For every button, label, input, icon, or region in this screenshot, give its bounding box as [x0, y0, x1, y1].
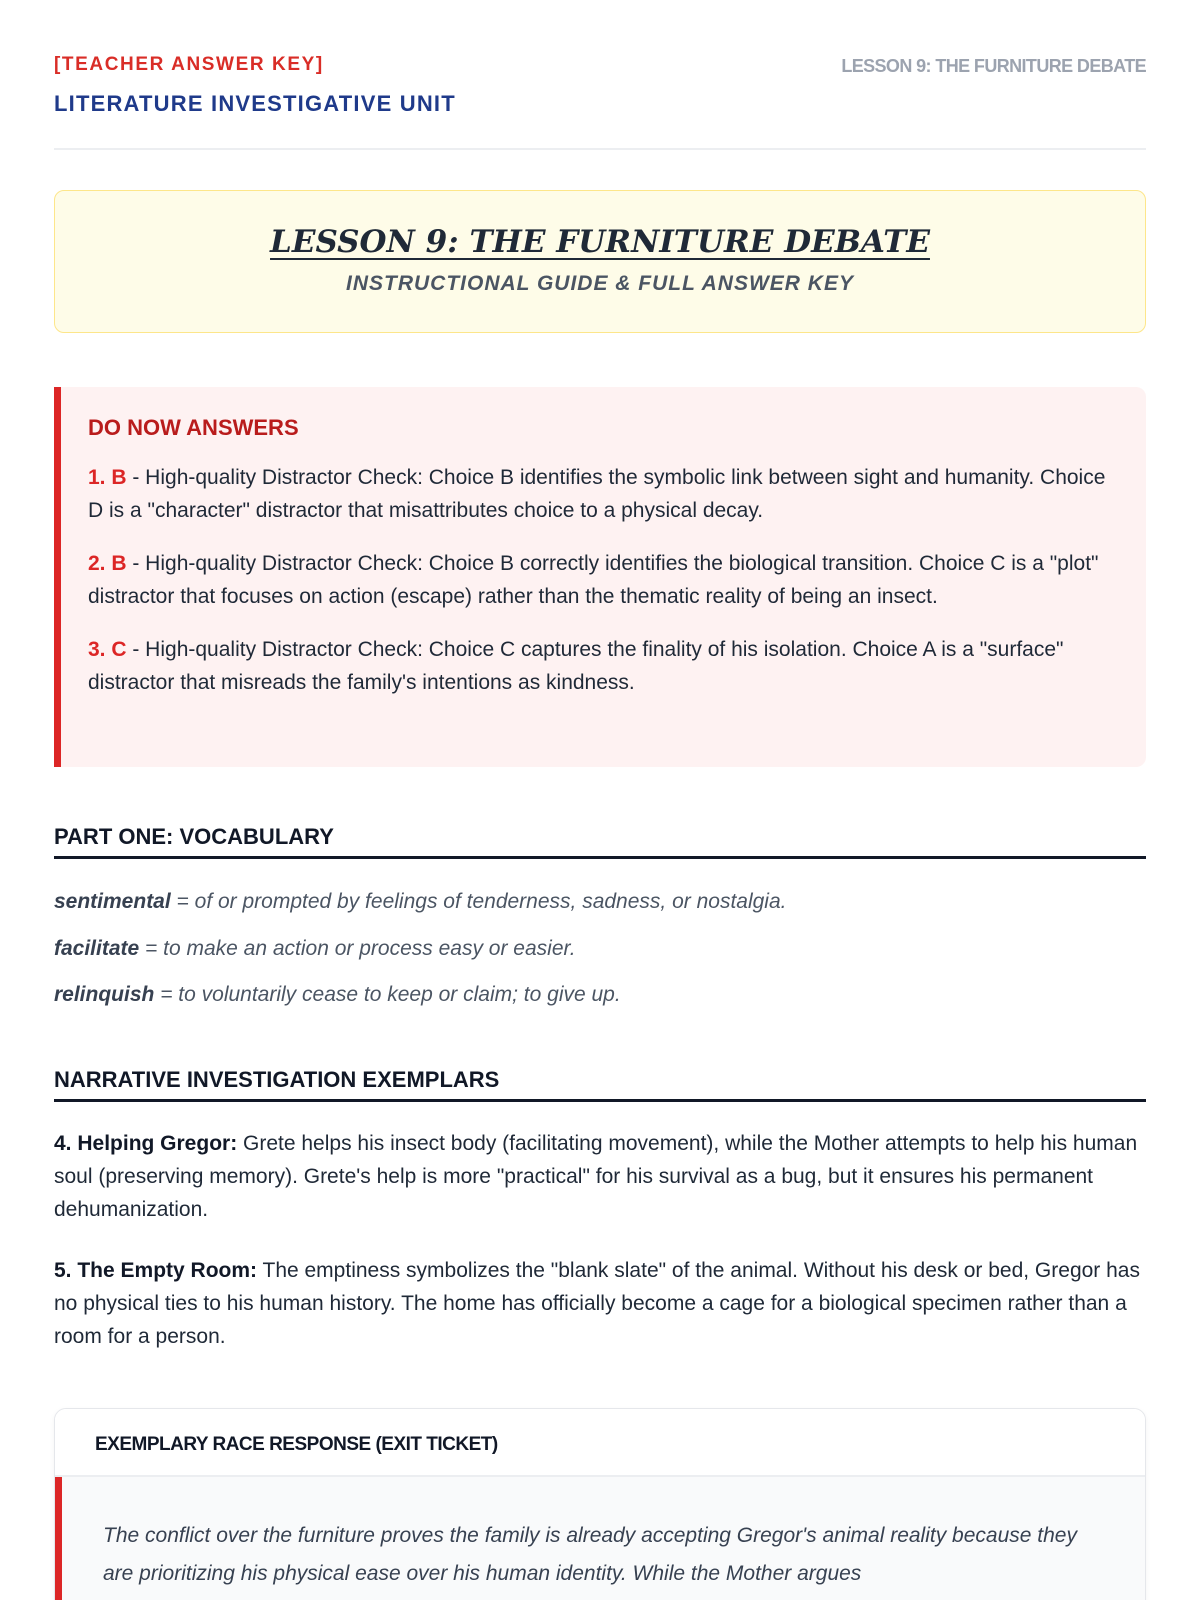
answer-text: - High-quality Distractor Check: Choice C captures the finality of his isolation. Choice A is a "surface" distractor that misreads the family's intentions as kindness. — [88, 638, 1064, 694]
vocab-definition: = of or prompted by feelings of tenderness, sadness, or nostalgia. — [170, 890, 787, 913]
do-now-answer — [88, 547, 1106, 613]
lesson-title: LESSON 9: THE FURNITURE DEBATE — [270, 224, 930, 260]
vocabulary-heading: PART ONE: VOCABULARY — [54, 824, 1146, 859]
race-response-text: The conflict over the furniture proves the family is already accepting Gregor's animal reality because they are prioritizing his physical ease over his human identity. While the Mother argues — [55, 1477, 1145, 1600]
exemplar-label: 5. The Empty Room: — [54, 1259, 258, 1282]
lesson-tag: LESSON 9: THE FURNITURE DEBATE — [841, 56, 1146, 76]
answer-number: 3. C — [88, 638, 127, 661]
race-response-card — [54, 1408, 1146, 1600]
vocab-term: relinquish — [54, 983, 155, 1006]
do-now-answers-box — [54, 387, 1146, 767]
unit-title: LITERATURE INVESTIGATIVE UNIT — [54, 91, 456, 116]
answer-number: 1. B — [88, 466, 127, 489]
page-header — [54, 0, 1146, 150]
vocab-term: sentimental — [54, 890, 171, 913]
exemplar-text: Grete helps his insect body (facilitating movement), while the Mother attempts to help his human soul (preserving memory). Grete's help is more "practical" for his survival as a bug, but it ensures his permanent dehumanization. — [54, 1132, 1138, 1221]
do-now-answer — [88, 461, 1106, 527]
lesson-subtitle: INSTRUCTIONAL GUIDE & FULL ANSWER KEY — [346, 272, 854, 295]
vocab-definition: = to make an action or process easy or easier. — [139, 937, 576, 960]
do-now-heading: DO NOW ANSWERS — [88, 415, 299, 440]
lesson-title-box — [54, 190, 1146, 333]
vocab-item — [54, 983, 621, 1007]
exemplar-label: 4. Helping Gregor: — [54, 1132, 238, 1155]
narrative-exemplar — [54, 1254, 1146, 1353]
vocab-item — [54, 890, 786, 914]
answer-text: - High-quality Distractor Check: Choice B identifies the symbolic link between sight and humanity. Choice D is a "character" distractor that misattributes choice to a physical decay. — [88, 466, 1106, 522]
narrative-heading: NARRATIVE INVESTIGATION EXEMPLARS — [54, 1067, 1146, 1102]
vocab-term: facilitate — [54, 937, 140, 960]
answer-number: 2. B — [88, 552, 127, 575]
answer-text: - High-quality Distractor Check: Choice B correctly identifies the biological transition. Choice C is a "plot" distractor that focuses on action (escape) rather than the thematic reality of being an insect. — [88, 552, 1099, 608]
teacher-key-label: [TEACHER ANSWER KEY] — [54, 54, 324, 75]
vocab-item — [54, 937, 576, 961]
vocab-definition: = to voluntarily cease to keep or claim; to give up. — [154, 983, 621, 1006]
narrative-exemplar — [54, 1127, 1146, 1226]
do-now-answer — [88, 633, 1106, 699]
exemplar-text: The emptiness symbolizes the "blank slate" of the animal. Without his desk or bed, Gregor has no physical ties to his human history. The home has officially become a cage for a biological specimen rather than a room for a person. — [54, 1259, 1140, 1348]
race-heading: EXEMPLARY RACE RESPONSE (EXIT TICKET) — [55, 1409, 1145, 1477]
